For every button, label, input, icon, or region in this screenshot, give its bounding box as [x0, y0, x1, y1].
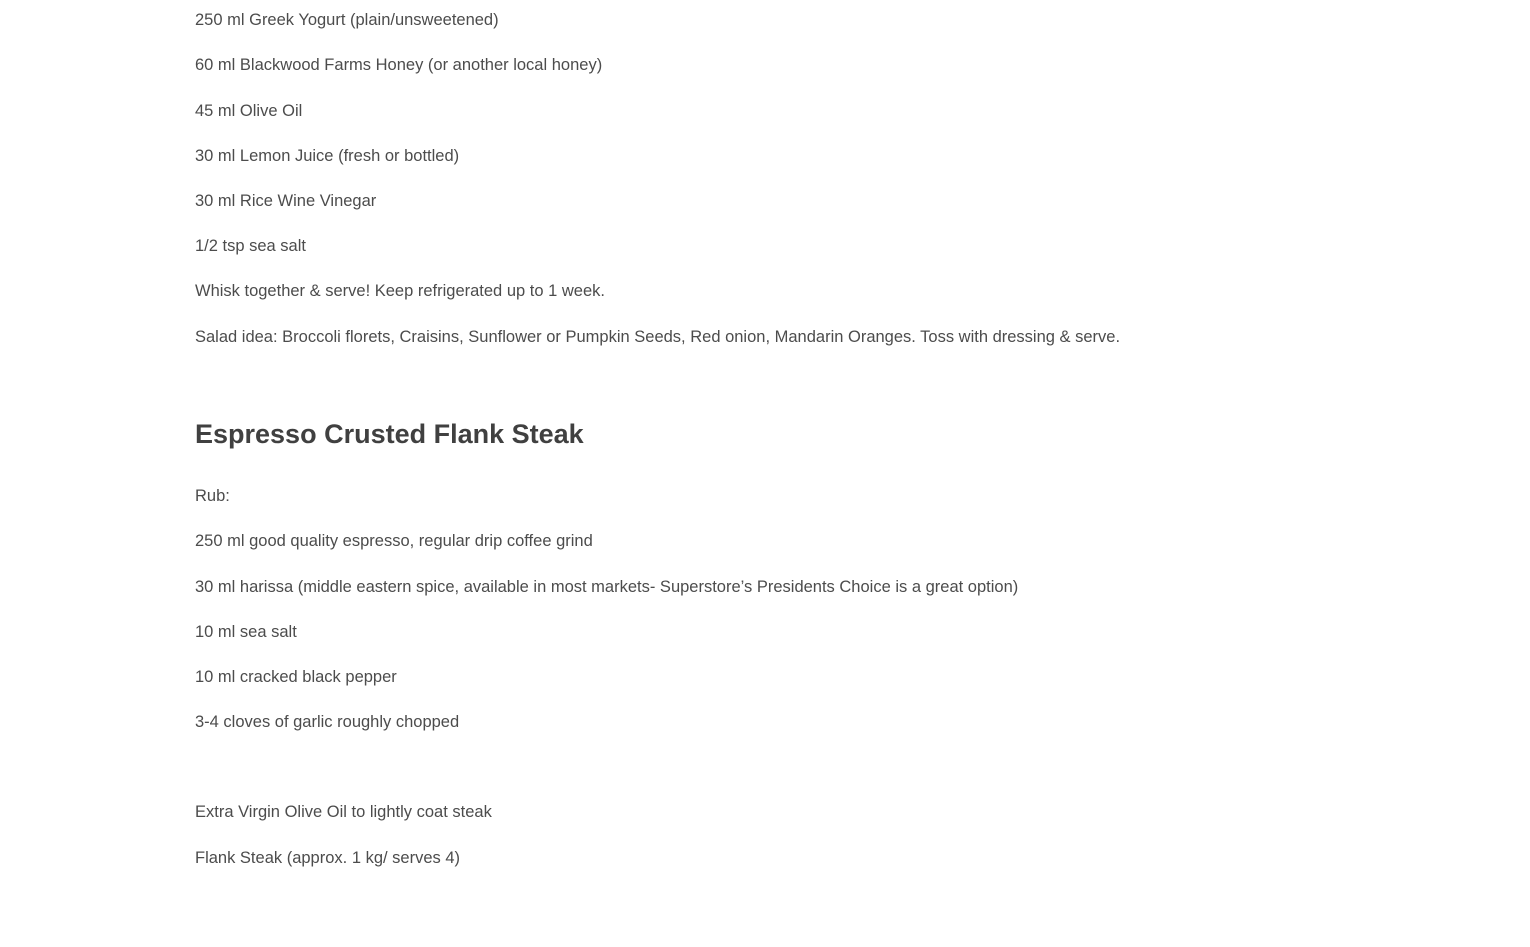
rub-ingredient-black-pepper: 10 ml cracked black pepper [195, 668, 397, 686]
ingredient-flank-steak: Flank Steak (approx. 1 kg/ serves 4) [195, 849, 461, 867]
ingredient-olive-oil: 45 ml Olive Oil [195, 102, 303, 120]
ingredient-yogurt: 250 ml Greek Yogurt (plain/unsweetened) [195, 11, 499, 29]
ingredient-lemon-juice: 30 ml Lemon Juice (fresh or bottled) [195, 147, 460, 165]
rub-ingredient-espresso: 250 ml good quality espresso, regular drip coffee grind [195, 532, 593, 550]
recipe-title: Espresso Crusted Flank Steak [195, 419, 584, 449]
ingredient-sea-salt: 1/2 tsp sea salt [195, 237, 306, 255]
rub-ingredient-harissa: 30 ml harissa (middle eastern spice, available in most markets- Superstore’s Presidents Choice is a great option) [195, 578, 1019, 596]
ingredient-extra-virgin-olive-oil: Extra Virgin Olive Oil to lightly coat steak [195, 803, 492, 821]
rub-ingredient-sea-salt: 10 ml sea salt [195, 623, 297, 641]
ingredient-rice-wine-vinegar: 30 ml Rice Wine Vinegar [195, 192, 377, 210]
rub-ingredient-garlic: 3-4 cloves of garlic roughly chopped [195, 713, 460, 731]
ingredient-honey: 60 ml Blackwood Farms Honey (or another local honey) [195, 56, 603, 74]
salad-idea: Salad idea: Broccoli florets, Craisins, Sunflower or Pumpkin Seeds, Red onion, Mandarin Oranges. Toss with dressing & serve. [195, 328, 1121, 346]
dressing-instructions: Whisk together & serve! Keep refrigerated up to 1 week. [195, 282, 605, 300]
rub-label: Rub: [195, 487, 230, 505]
